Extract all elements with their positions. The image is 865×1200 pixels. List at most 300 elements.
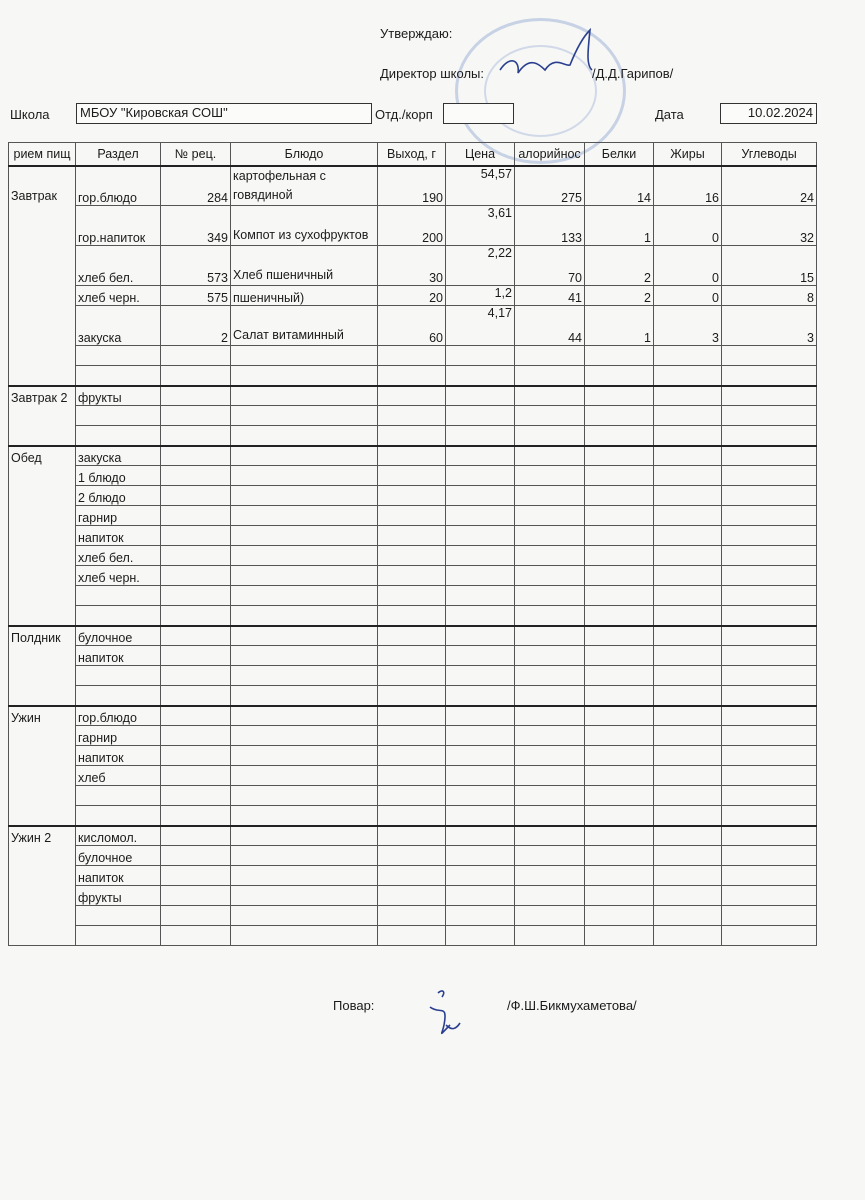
carbs-cell bbox=[722, 666, 817, 686]
meal-cell bbox=[9, 206, 76, 246]
meal-cell bbox=[9, 566, 76, 586]
section-cell: гор.напиток bbox=[76, 206, 161, 246]
section-cell bbox=[76, 906, 161, 926]
meal-cell bbox=[9, 346, 76, 366]
dish-cell bbox=[231, 806, 378, 826]
dish-cell bbox=[231, 526, 378, 546]
protein-cell bbox=[585, 446, 654, 466]
protein-cell bbox=[585, 766, 654, 786]
price-cell bbox=[446, 746, 515, 766]
table-row bbox=[9, 926, 817, 946]
protein-cell bbox=[585, 886, 654, 906]
price-cell bbox=[446, 506, 515, 526]
carbs-cell bbox=[722, 606, 817, 626]
meal-cell bbox=[9, 686, 76, 706]
meal-cell bbox=[9, 806, 76, 826]
dish-cell bbox=[231, 346, 378, 366]
price-cell bbox=[446, 826, 515, 846]
kcal-cell bbox=[515, 826, 585, 846]
cook-name: /Ф.Ш.Бикмухаметова/ bbox=[507, 998, 637, 1013]
fat-cell bbox=[654, 706, 722, 726]
protein-cell bbox=[585, 586, 654, 606]
meal-cell: Полдник bbox=[9, 626, 76, 646]
kcal-cell bbox=[515, 806, 585, 826]
protein-cell bbox=[585, 406, 654, 426]
kcal-cell bbox=[515, 386, 585, 406]
meal-cell bbox=[9, 606, 76, 626]
table-row bbox=[9, 766, 817, 786]
price-cell bbox=[446, 646, 515, 666]
cook-label: Повар: bbox=[333, 998, 375, 1013]
kcal-cell bbox=[515, 366, 585, 386]
section-cell: булочное bbox=[76, 846, 161, 866]
carbs-cell bbox=[722, 826, 817, 846]
section-cell: закуска bbox=[76, 446, 161, 466]
kcal-cell bbox=[515, 626, 585, 646]
carbs-cell bbox=[722, 846, 817, 866]
section-cell: булочное bbox=[76, 626, 161, 646]
table-row bbox=[9, 526, 817, 546]
yield-cell bbox=[378, 846, 446, 866]
kcal-cell: 275 bbox=[515, 166, 585, 206]
section-cell: хлеб бел. bbox=[76, 546, 161, 566]
dish-cell bbox=[231, 546, 378, 566]
section-cell: хлеб бел. bbox=[76, 246, 161, 286]
recipe-cell bbox=[161, 766, 231, 786]
carbs-cell: 32 bbox=[722, 206, 817, 246]
col-yield: Выход, г bbox=[378, 143, 446, 166]
recipe-cell bbox=[161, 506, 231, 526]
price-cell bbox=[446, 706, 515, 726]
approve-label: Утверждаю: bbox=[380, 26, 453, 41]
kcal-cell: 41 bbox=[515, 286, 585, 306]
carbs-cell bbox=[722, 486, 817, 506]
section-cell bbox=[76, 666, 161, 686]
section-cell bbox=[76, 426, 161, 446]
meal-cell bbox=[9, 426, 76, 446]
price-cell bbox=[446, 666, 515, 686]
fat-cell bbox=[654, 526, 722, 546]
dish-cell bbox=[231, 586, 378, 606]
recipe-cell bbox=[161, 846, 231, 866]
carbs-cell bbox=[722, 426, 817, 446]
dish-cell bbox=[231, 706, 378, 726]
table-row bbox=[9, 366, 817, 386]
protein-cell bbox=[585, 926, 654, 946]
recipe-cell bbox=[161, 786, 231, 806]
meal-cell bbox=[9, 746, 76, 766]
price-cell: 1,2 bbox=[446, 286, 515, 306]
carbs-cell bbox=[722, 506, 817, 526]
kcal-cell bbox=[515, 466, 585, 486]
yield-cell bbox=[378, 546, 446, 566]
carbs-cell bbox=[722, 446, 817, 466]
price-cell bbox=[446, 406, 515, 426]
dish-cell bbox=[231, 746, 378, 766]
kcal-cell bbox=[515, 526, 585, 546]
price-cell bbox=[446, 686, 515, 706]
dish-cell bbox=[231, 866, 378, 886]
protein-cell bbox=[585, 546, 654, 566]
kcal-cell bbox=[515, 866, 585, 886]
col-section: Раздел bbox=[76, 143, 161, 166]
meal-cell: Завтрак 2 bbox=[9, 386, 76, 406]
meal-cell bbox=[9, 846, 76, 866]
carbs-cell bbox=[722, 786, 817, 806]
price-cell bbox=[446, 346, 515, 366]
carbs-cell: 15 bbox=[722, 246, 817, 286]
carbs-cell bbox=[722, 686, 817, 706]
table-row bbox=[9, 546, 817, 566]
table-header-row bbox=[9, 143, 817, 166]
protein-cell bbox=[585, 606, 654, 626]
dish-cell bbox=[231, 926, 378, 946]
recipe-cell bbox=[161, 646, 231, 666]
carbs-cell bbox=[722, 766, 817, 786]
recipe-cell: 349 bbox=[161, 206, 231, 246]
meal-cell: Завтрак bbox=[9, 166, 76, 206]
kcal-cell bbox=[515, 786, 585, 806]
yield-cell bbox=[378, 826, 446, 846]
carbs-cell bbox=[722, 366, 817, 386]
yield-cell bbox=[378, 386, 446, 406]
director-label: Директор школы: bbox=[380, 66, 484, 81]
fat-cell bbox=[654, 666, 722, 686]
fat-cell bbox=[654, 626, 722, 646]
fat-cell bbox=[654, 646, 722, 666]
dept-label: Отд./корп bbox=[375, 107, 433, 122]
col-meal: рием пищ bbox=[9, 143, 76, 166]
dish-cell: картофельная с говядиной bbox=[231, 166, 378, 206]
table-row bbox=[9, 866, 817, 886]
table-row bbox=[9, 386, 817, 406]
kcal-cell bbox=[515, 726, 585, 746]
dish-cell bbox=[231, 846, 378, 866]
fat-cell bbox=[654, 686, 722, 706]
protein-cell: 1 bbox=[585, 306, 654, 346]
dept-field[interactable] bbox=[443, 103, 514, 124]
recipe-cell bbox=[161, 826, 231, 846]
yield-cell bbox=[378, 646, 446, 666]
recipe-cell bbox=[161, 806, 231, 826]
director-name: /Д.Д.Гарипов/ bbox=[592, 66, 674, 81]
kcal-cell bbox=[515, 406, 585, 426]
carbs-cell bbox=[722, 526, 817, 546]
fat-cell: 3 bbox=[654, 306, 722, 346]
price-cell: 2,22 bbox=[446, 246, 515, 286]
yield-cell: 200 bbox=[378, 206, 446, 246]
yield-cell bbox=[378, 806, 446, 826]
carbs-cell bbox=[722, 646, 817, 666]
protein-cell bbox=[585, 366, 654, 386]
price-cell bbox=[446, 786, 515, 806]
protein-cell bbox=[585, 566, 654, 586]
protein-cell bbox=[585, 706, 654, 726]
col-price: Цена bbox=[446, 143, 515, 166]
yield-cell bbox=[378, 626, 446, 646]
dish-cell: пшеничный) bbox=[231, 286, 378, 306]
meal-cell bbox=[9, 726, 76, 746]
carbs-cell bbox=[722, 586, 817, 606]
section-cell bbox=[76, 926, 161, 946]
recipe-cell bbox=[161, 746, 231, 766]
protein-cell bbox=[585, 866, 654, 886]
recipe-cell: 284 bbox=[161, 166, 231, 206]
yield-cell bbox=[378, 886, 446, 906]
section-cell: хлеб черн. bbox=[76, 566, 161, 586]
dish-cell bbox=[231, 686, 378, 706]
recipe-cell bbox=[161, 346, 231, 366]
table-row bbox=[9, 286, 817, 306]
fat-cell: 0 bbox=[654, 246, 722, 286]
price-cell bbox=[446, 446, 515, 466]
dish-cell bbox=[231, 566, 378, 586]
recipe-cell bbox=[161, 866, 231, 886]
fat-cell bbox=[654, 586, 722, 606]
recipe-cell bbox=[161, 666, 231, 686]
kcal-cell bbox=[515, 446, 585, 466]
meal-cell bbox=[9, 786, 76, 806]
yield-cell bbox=[378, 466, 446, 486]
dish-cell bbox=[231, 906, 378, 926]
yield-cell bbox=[378, 446, 446, 466]
kcal-cell bbox=[515, 926, 585, 946]
meal-cell bbox=[9, 546, 76, 566]
fat-cell bbox=[654, 426, 722, 446]
yield-cell bbox=[378, 666, 446, 686]
fat-cell bbox=[654, 406, 722, 426]
meal-cell bbox=[9, 506, 76, 526]
fat-cell bbox=[654, 446, 722, 466]
carbs-cell bbox=[722, 386, 817, 406]
table-row bbox=[9, 806, 817, 826]
dish-cell bbox=[231, 826, 378, 846]
recipe-cell: 575 bbox=[161, 286, 231, 306]
meal-cell bbox=[9, 926, 76, 946]
yield-cell bbox=[378, 566, 446, 586]
price-cell: 3,61 bbox=[446, 206, 515, 246]
carbs-cell bbox=[722, 466, 817, 486]
fat-cell bbox=[654, 786, 722, 806]
dish-cell bbox=[231, 886, 378, 906]
col-kcal: алорийнос bbox=[515, 143, 585, 166]
protein-cell: 1 bbox=[585, 206, 654, 246]
table-row bbox=[9, 426, 817, 446]
price-cell bbox=[446, 886, 515, 906]
carbs-cell bbox=[722, 806, 817, 826]
section-cell: напиток bbox=[76, 646, 161, 666]
carbs-cell bbox=[722, 866, 817, 886]
price-cell bbox=[446, 726, 515, 746]
meal-cell bbox=[9, 886, 76, 906]
section-cell: хлеб bbox=[76, 766, 161, 786]
meal-cell: Ужин 2 bbox=[9, 826, 76, 846]
yield-cell bbox=[378, 346, 446, 366]
meal-cell bbox=[9, 406, 76, 426]
recipe-cell bbox=[161, 606, 231, 626]
dish-cell bbox=[231, 606, 378, 626]
cook-signature bbox=[420, 985, 465, 1045]
fat-cell bbox=[654, 746, 722, 766]
carbs-cell bbox=[722, 346, 817, 366]
dish-cell: Хлеб пшеничный bbox=[231, 246, 378, 286]
protein-cell bbox=[585, 826, 654, 846]
table-row bbox=[9, 686, 817, 706]
recipe-cell bbox=[161, 586, 231, 606]
price-cell bbox=[446, 586, 515, 606]
fat-cell bbox=[654, 566, 722, 586]
fat-cell bbox=[654, 606, 722, 626]
table-row bbox=[9, 666, 817, 686]
fat-cell bbox=[654, 486, 722, 506]
section-cell: кисломол. bbox=[76, 826, 161, 846]
col-fat: Жиры bbox=[654, 143, 722, 166]
meal-cell bbox=[9, 766, 76, 786]
price-cell: 4,17 bbox=[446, 306, 515, 346]
meal-cell bbox=[9, 366, 76, 386]
price-cell bbox=[446, 426, 515, 446]
fat-cell: 16 bbox=[654, 166, 722, 206]
fat-cell bbox=[654, 466, 722, 486]
kcal-cell bbox=[515, 706, 585, 726]
fat-cell bbox=[654, 386, 722, 406]
price-cell bbox=[446, 566, 515, 586]
kcal-cell bbox=[515, 426, 585, 446]
dish-cell bbox=[231, 786, 378, 806]
table-row bbox=[9, 206, 817, 246]
kcal-cell: 70 bbox=[515, 246, 585, 286]
table-row bbox=[9, 246, 817, 286]
meal-cell bbox=[9, 486, 76, 506]
school-field[interactable]: МБОУ "Кировская СОШ" bbox=[76, 103, 372, 124]
section-cell: фрукты bbox=[76, 886, 161, 906]
yield-cell bbox=[378, 406, 446, 426]
kcal-cell bbox=[515, 586, 585, 606]
recipe-cell bbox=[161, 566, 231, 586]
price-cell bbox=[446, 766, 515, 786]
meal-cell bbox=[9, 526, 76, 546]
fat-cell bbox=[654, 846, 722, 866]
dish-cell bbox=[231, 446, 378, 466]
recipe-cell bbox=[161, 426, 231, 446]
protein-cell bbox=[585, 686, 654, 706]
dish-cell bbox=[231, 386, 378, 406]
kcal-cell bbox=[515, 346, 585, 366]
fat-cell bbox=[654, 806, 722, 826]
table-row bbox=[9, 746, 817, 766]
kcal-cell bbox=[515, 546, 585, 566]
meal-cell bbox=[9, 646, 76, 666]
kcal-cell: 44 bbox=[515, 306, 585, 346]
recipe-cell bbox=[161, 386, 231, 406]
kcal-cell bbox=[515, 606, 585, 626]
menu-table bbox=[8, 142, 817, 946]
fat-cell bbox=[654, 926, 722, 946]
date-field[interactable]: 10.02.2024 bbox=[720, 103, 817, 124]
price-cell bbox=[446, 906, 515, 926]
col-protein: Белки bbox=[585, 143, 654, 166]
meal-cell: Ужин bbox=[9, 706, 76, 726]
school-label: Школа bbox=[10, 107, 50, 122]
section-cell: напиток bbox=[76, 526, 161, 546]
dish-cell bbox=[231, 666, 378, 686]
protein-cell bbox=[585, 786, 654, 806]
table-row bbox=[9, 646, 817, 666]
kcal-cell bbox=[515, 846, 585, 866]
meal-cell bbox=[9, 306, 76, 346]
yield-cell bbox=[378, 866, 446, 886]
table-row bbox=[9, 166, 817, 206]
price-cell bbox=[446, 546, 515, 566]
fat-cell bbox=[654, 766, 722, 786]
recipe-cell bbox=[161, 446, 231, 466]
yield-cell bbox=[378, 706, 446, 726]
meal-cell bbox=[9, 246, 76, 286]
section-cell: гор.блюдо bbox=[76, 706, 161, 726]
protein-cell bbox=[585, 506, 654, 526]
recipe-cell bbox=[161, 706, 231, 726]
protein-cell bbox=[585, 426, 654, 446]
price-cell bbox=[446, 806, 515, 826]
carbs-cell bbox=[722, 706, 817, 726]
price-cell: 54,57 bbox=[446, 166, 515, 206]
table-row bbox=[9, 626, 817, 646]
protein-cell bbox=[585, 646, 654, 666]
fat-cell bbox=[654, 866, 722, 886]
recipe-cell bbox=[161, 726, 231, 746]
director-signature bbox=[490, 25, 610, 95]
table-row bbox=[9, 346, 817, 366]
carbs-cell bbox=[722, 546, 817, 566]
yield-cell: 20 bbox=[378, 286, 446, 306]
section-cell bbox=[76, 806, 161, 826]
protein-cell: 14 bbox=[585, 166, 654, 206]
carbs-cell bbox=[722, 626, 817, 646]
protein-cell bbox=[585, 746, 654, 766]
yield-cell bbox=[378, 526, 446, 546]
kcal-cell: 133 bbox=[515, 206, 585, 246]
price-cell bbox=[446, 366, 515, 386]
recipe-cell bbox=[161, 886, 231, 906]
fat-cell bbox=[654, 346, 722, 366]
meal-cell bbox=[9, 666, 76, 686]
table-row bbox=[9, 486, 817, 506]
section-cell: гор.блюдо bbox=[76, 166, 161, 206]
fat-cell bbox=[654, 546, 722, 566]
section-cell bbox=[76, 346, 161, 366]
recipe-cell: 573 bbox=[161, 246, 231, 286]
protein-cell bbox=[585, 486, 654, 506]
section-cell bbox=[76, 606, 161, 626]
table-row bbox=[9, 786, 817, 806]
carbs-cell bbox=[722, 726, 817, 746]
kcal-cell bbox=[515, 746, 585, 766]
recipe-cell bbox=[161, 366, 231, 386]
table-row bbox=[9, 466, 817, 486]
table-row bbox=[9, 566, 817, 586]
section-cell bbox=[76, 586, 161, 606]
fat-cell bbox=[654, 506, 722, 526]
fat-cell: 0 bbox=[654, 286, 722, 306]
protein-cell bbox=[585, 386, 654, 406]
section-cell: 1 блюдо bbox=[76, 466, 161, 486]
section-cell: гарнир bbox=[76, 506, 161, 526]
kcal-cell bbox=[515, 886, 585, 906]
dish-cell: Салат витаминный bbox=[231, 306, 378, 346]
section-cell: напиток bbox=[76, 746, 161, 766]
table-row bbox=[9, 446, 817, 466]
protein-cell bbox=[585, 906, 654, 926]
